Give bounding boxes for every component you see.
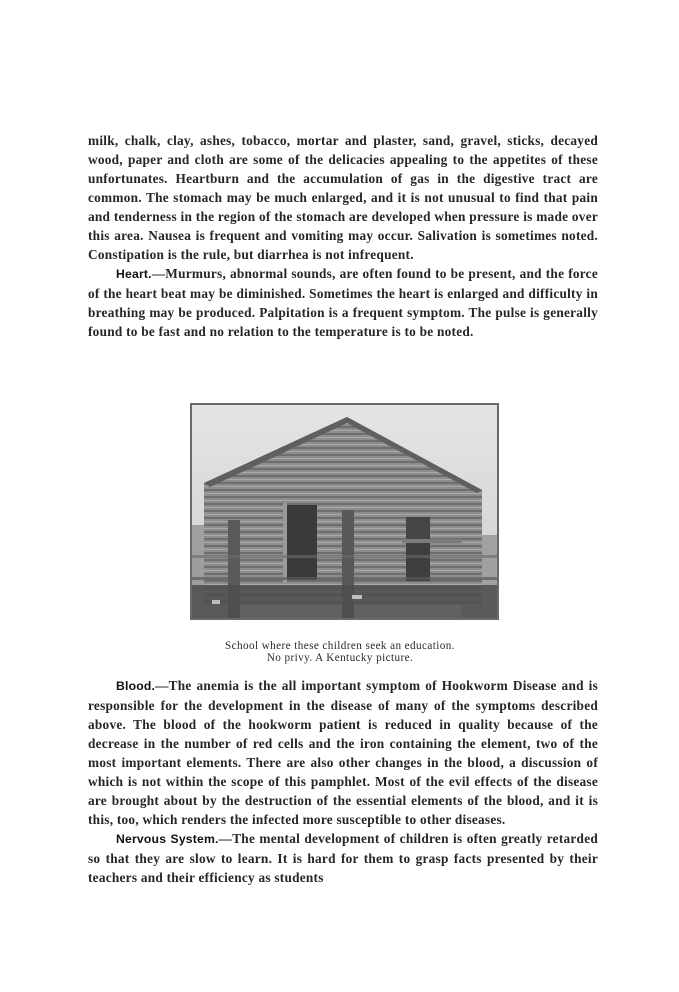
paragraph-blood	[88, 676, 598, 829]
school-photograph	[190, 403, 499, 620]
figure-caption-line-1: School where these children seek an education.	[225, 640, 455, 652]
paragraph-nervous-system	[88, 829, 598, 887]
paragraph-text: —The mental development of children is often greatly retarded so that they are slow to learn. It is hard for them to grasp facts presented by their teachers and their efficiency as students	[88, 831, 598, 885]
paragraph-heart	[88, 264, 598, 341]
section-heading-nervous-system: Nervous System.	[116, 832, 219, 846]
section-heading-blood: Blood.	[116, 679, 156, 693]
figure-caption-line-2: No privy. A Kentucky picture.	[266, 652, 414, 664]
paragraph-pica	[88, 131, 598, 264]
section-heading-heart: Heart.	[116, 267, 152, 281]
schoolhouse-image	[192, 405, 497, 618]
text-block-bottom	[88, 676, 598, 887]
paragraph-text: —Murmurs, abnormal sounds, are often found to be present, and the force of the heart beat may be diminished. Sometimes the heart is enlarged and difficulty in breathing may be produced. Palpitation is a frequent symptom. The pulse is generally found to be fast and no relation to the temperature is to be noted.	[88, 266, 598, 339]
text-block-top	[88, 131, 598, 341]
paragraph-text: milk, chalk, clay, ashes, tobacco, mortar and plaster, sand, gravel, sticks, decayed wood, paper and cloth are some of the delicacies appealing to the appetites of these unfortunates. Heartburn and the accumulation of gas in the digestive tract are common. The stomach may be much enlarged, and it is not unusual to find that pain and tenderness in the region of the stomach are developed when pressure is made over this area. Nausea is frequent and vomiting may occur. Salivation is sometimes noted. Constipation is the rule, but diarrhea is not infrequent.	[88, 133, 598, 262]
paragraph-text: —The anemia is the all important symptom of Hookworm Disease and is responsible for the development in the disease of many of the symptoms described above. The blood of the hookworm patient is reduced in quality because of the decrease in the number of red cells and the iron containing the element, two of the most important elements. There are also other changes in the blood, a discussion of which is not within the scope of this pamphlet. Most of the evil effects of the disease are brought about by the destruction of the essential elements of the blood, and it is this, too, which renders the infected more susceptible to other diseases.	[88, 678, 598, 827]
